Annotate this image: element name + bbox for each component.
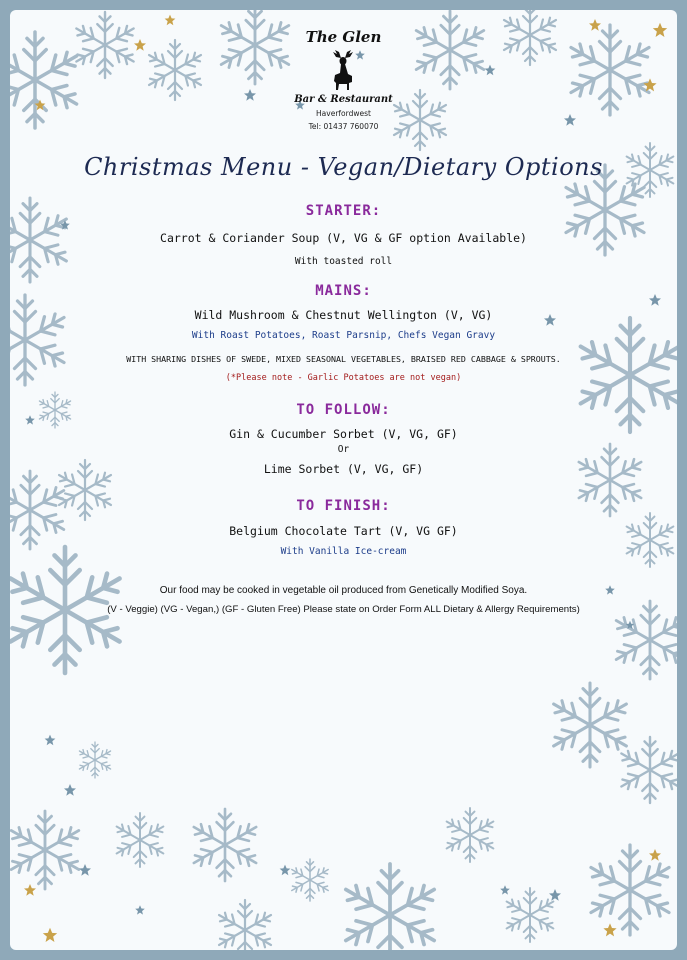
finish-heading: TO FINISH: [296, 498, 391, 514]
brand-subtitle: Bar & Restaurant [294, 94, 393, 105]
mains-warning: (*Please note - Garlic Potatoes are not vegan) [225, 373, 462, 383]
finish-note: With Vanilla Ice-cream [280, 546, 407, 557]
mains-heading: MAINS: [315, 283, 372, 299]
mains-sharing: WITH SHARING DISHES OF SWEDE, MIXED SEASONAL VEGETABLES, BRAISED RED CABBAGE & SPROUTS. [126, 354, 561, 364]
mains-dish: Wild Mushroom & Chestnut Wellington (V, VG) [194, 308, 493, 322]
brand-telephone: Tel: 01437 760070 [308, 122, 379, 131]
brand-town: Haverfordwest [316, 109, 371, 118]
starter-dish: Carrot & Coriander Soup (V, VG & GF option Available) [160, 231, 527, 245]
follow-heading: TO FOLLOW: [296, 402, 391, 418]
brand-name: The Glen [305, 28, 382, 46]
follow-or: Or [337, 444, 350, 455]
dietary-key: (V - Veggie) (VG - Vegan,) (GF - Gluten Free) Please state on Order Form ALL Dietary & Allergy Requirements) [107, 604, 580, 615]
starter-note: With toasted roll [294, 256, 393, 267]
menu-title: Christmas Menu - Vegan/Dietary Options [84, 153, 603, 181]
mains-sides: With Roast Potatoes, Roast Parsnip, Chefs Vegan Gravy [191, 330, 496, 341]
follow-option-2: Lime Sorbet (V, VG, GF) [263, 462, 424, 476]
finish-dish: Belgium Chocolate Tart (V, VG GF) [229, 524, 458, 538]
menu-page [10, 10, 677, 950]
stag-logo-icon [321, 48, 365, 92]
follow-option-1: Gin & Cucumber Sorbet (V, VG, GF) [229, 427, 458, 441]
gm-soya-note: Our food may be cooked in vegetable oil produced from Genetically Modified Soya. [159, 585, 528, 596]
starter-heading: STARTER: [305, 203, 382, 219]
